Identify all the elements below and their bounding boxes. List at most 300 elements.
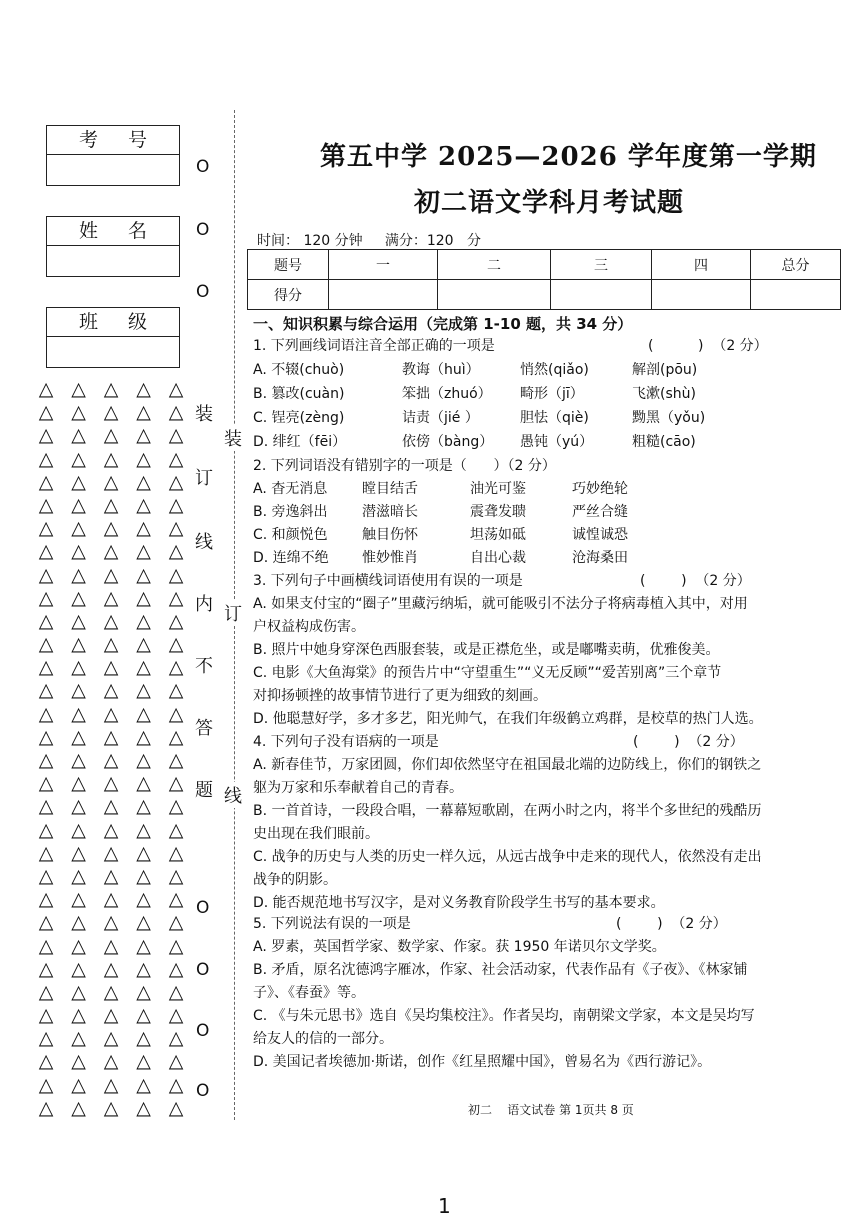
circle-mark: O [196, 157, 210, 177]
score-cell[interactable] [551, 280, 652, 310]
binding-char: 线 [195, 532, 213, 553]
triangle-icon: △ [38, 1050, 54, 1073]
q5-text-line: A. 罗素，英国哲学家、数学家、作家。获 1950 年诺贝尔文学奖。 [253, 939, 666, 955]
exam-meta: 时间： 120 分钟 满分：120 分 [257, 233, 481, 249]
q5-answer-blank[interactable]: ( ) （2 分） [616, 916, 727, 932]
triangle-icon: △ [168, 493, 184, 516]
triangle-icon: △ [136, 702, 151, 725]
triangle-icon: △ [168, 447, 184, 470]
triangle-row [36, 795, 186, 818]
score-header-cell: 题号 [248, 250, 329, 280]
name-label: 姓名 [47, 217, 179, 246]
triangle-icon: △ [38, 540, 54, 563]
triangle-icon: △ [38, 563, 54, 586]
q4-text-line: B. 一首首诗，一段段合唱，一幕幕短歌剧，在两小时之内，将半个多世纪的残酷历 [253, 803, 762, 819]
q2-option-item: 惟妙惟肖 [362, 550, 418, 566]
exam-title-line2: 初二语文学科月考试题 [414, 188, 685, 218]
triangle-row [36, 749, 186, 772]
triangle-icon: △ [38, 1027, 54, 1050]
q1-option-item: 粗糙(cāo) [632, 434, 696, 450]
triangle-icon: △ [103, 725, 119, 748]
triangle-row [36, 726, 186, 749]
q4-text-line: 躯为万家和乐奉献着自己的青春。 [253, 780, 463, 796]
triangle-row [36, 1027, 186, 1050]
triangle-icon: △ [136, 470, 151, 493]
q1-answer-blank[interactable]: ( ) （2 分） [648, 338, 768, 354]
triangle-icon: △ [168, 424, 184, 447]
triangle-icon: △ [38, 795, 54, 818]
triangle-row [36, 494, 186, 517]
q3-answer-blank[interactable]: ( ) （2 分） [640, 573, 751, 589]
exam-number-field[interactable] [47, 155, 179, 185]
q2-stem: 2. 下列词语没有错别字的一项是（ ）（2 分） [253, 458, 556, 474]
triangle-icon: △ [71, 609, 86, 632]
q3-text-line: 户权益构成伤害。 [253, 619, 365, 635]
triangle-icon: △ [71, 818, 86, 841]
triangle-icon: △ [136, 633, 151, 656]
q2-option-item: 瞠目结舌 [362, 481, 418, 497]
triangle-icon: △ [136, 679, 151, 702]
q2-option-item: 油光可鉴 [470, 481, 526, 497]
triangle-icon: △ [103, 772, 119, 795]
triangle-icon: △ [168, 934, 184, 957]
class-field[interactable] [47, 337, 179, 367]
triangle-row [36, 865, 186, 888]
triangle-icon: △ [168, 911, 184, 934]
score-table-header-row [248, 250, 841, 280]
triangle-row [36, 517, 186, 540]
name-box [46, 216, 180, 277]
score-header-cell: 四 [652, 250, 751, 280]
q5-text-line: D. 美国记者埃德加·斯诺，创作《红星照耀中国》，曾易名为《西行游记》。 [253, 1054, 712, 1070]
q4-text-line: A. 新春佳节，万家团圆，你们却依然坚守在祖国最北端的边防线上，你们的钢铁之 [253, 757, 762, 773]
triangle-icon: △ [71, 864, 86, 887]
triangle-icon: △ [168, 1027, 184, 1050]
triangle-icon: △ [71, 957, 86, 980]
triangle-icon: △ [38, 1073, 54, 1096]
circle-mark: O [196, 960, 210, 980]
triangle-icon: △ [71, 1027, 86, 1050]
triangle-row [36, 1050, 186, 1073]
score-header-cell: 二 [438, 250, 551, 280]
triangle-icon: △ [103, 702, 119, 725]
circle-mark: O [196, 898, 210, 918]
triangle-icon: △ [71, 679, 86, 702]
triangle-icon: △ [168, 841, 184, 864]
triangle-icon: △ [136, 772, 151, 795]
triangle-row [36, 401, 186, 424]
triangle-icon: △ [136, 1096, 151, 1119]
triangle-row [36, 703, 186, 726]
class-label: 班级 [47, 308, 179, 337]
q5-text-line: C. 《与朱元思书》选自《吴均集校注》。作者吴均，南朝梁文学家，本文是吴均写 [253, 1008, 755, 1024]
triangle-icon: △ [38, 517, 54, 540]
score-row-label: 得分 [248, 280, 329, 310]
q3-text-line: C. 电影《大鱼海棠》的预告片中“守望重生”“义无反顾”“爱苦别离”三个章节 [253, 665, 722, 681]
q1-option-item: B. 篡改(cuàn) [253, 386, 345, 402]
score-header-cell: 一 [329, 250, 438, 280]
binding-char: 装 [195, 404, 213, 425]
triangle-icon: △ [136, 563, 151, 586]
circle-mark: O [196, 1021, 210, 1041]
q3-text-line: 对抑扬顿挫的故事情节进行了更为细致的刻画。 [253, 688, 547, 704]
triangle-row [36, 679, 186, 702]
q4-text-line: 史出现在我们眼前。 [253, 826, 379, 842]
triangle-icon: △ [103, 749, 119, 771]
score-table-score-row [248, 280, 841, 310]
q1-option-item: 诘责（jié ） [402, 410, 479, 426]
triangle-icon: △ [38, 401, 54, 424]
q1-option-item: D. 绯红（fēi） [253, 434, 347, 450]
exam-number-label: 考号 [47, 126, 179, 155]
binding-char: 答 [195, 718, 213, 739]
triangle-icon: △ [103, 1096, 119, 1119]
triangle-icon: △ [38, 864, 54, 887]
triangle-icon: △ [136, 934, 151, 957]
triangle-icon: △ [38, 702, 54, 725]
q1-stem: 1. 下列画线词语注音全部正确的一项是 [253, 338, 495, 354]
triangle-row [36, 424, 186, 447]
q1-option-item: 飞漱(shù) [632, 386, 696, 402]
triangle-icon: △ [71, 888, 86, 911]
q5-text-line: 给友人的信的一部分。 [253, 1031, 393, 1047]
q1-option-item: 依傍（bàng） [402, 434, 494, 450]
triangle-icon: △ [168, 470, 184, 493]
q5-stem: 5. 下列说法有误的一项是 [253, 916, 411, 932]
triangle-icon: △ [103, 656, 119, 679]
score-header-cell: 总分 [751, 250, 841, 280]
q4-text-line: 战争的阴影。 [253, 872, 337, 888]
triangle-icon: △ [168, 609, 184, 632]
q1-option-item: 悄然(qiǎo) [520, 362, 589, 378]
triangle-icon: △ [103, 424, 119, 447]
q2-option-item: 触目伤怀 [362, 527, 418, 543]
triangle-icon: △ [168, 1050, 184, 1073]
score-cell[interactable] [751, 280, 841, 310]
q2-option-item: A. 杳无消息 [253, 481, 328, 497]
q2-option-item: 严丝合缝 [572, 504, 628, 520]
triangle-icon: △ [103, 447, 119, 470]
triangle-icon: △ [38, 1004, 54, 1027]
name-field[interactable] [47, 246, 179, 276]
triangle-icon: △ [136, 1004, 151, 1027]
triangle-row [36, 935, 186, 958]
triangle-icon: △ [38, 424, 54, 447]
q2-option-item: 潜滋暗长 [362, 504, 418, 520]
triangle-icon: △ [103, 1027, 119, 1050]
triangle-icon: △ [136, 841, 151, 864]
q2-option-item: 震聋发聩 [470, 504, 526, 520]
triangle-icon: △ [71, 1073, 86, 1096]
q4-text-line: D. 能否规范地书写汉字，是对义务教育阶段学生书写的基本要求。 [253, 895, 665, 911]
q2-option-item: D. 连绵不绝 [253, 550, 329, 566]
triangle-icon: △ [103, 864, 119, 887]
triangle-icon: △ [71, 702, 86, 725]
q5-text-line: B. 矛盾，原名沈德鸿字雁冰，作家、社会活动家，代表作品有《子夜》、《林家铺 [253, 962, 748, 978]
q2-option-item: C. 和颜悦色 [253, 527, 328, 543]
triangle-icon: △ [38, 378, 54, 400]
triangle-icon: △ [38, 633, 54, 656]
triangle-icon: △ [136, 424, 151, 447]
score-table [247, 249, 841, 310]
triangle-icon: △ [103, 586, 119, 609]
triangle-icon: △ [38, 586, 54, 609]
q2-option-item: 沧海桑田 [572, 550, 628, 566]
triangle-icon: △ [136, 911, 151, 934]
q1-option-item: C. 锃亮(zèng) [253, 410, 345, 426]
triangle-icon: △ [38, 656, 54, 679]
triangle-icon: △ [38, 470, 54, 493]
binding-char: 订 [195, 468, 213, 489]
triangle-icon: △ [168, 818, 184, 841]
q1-option-item: 解剖(pōu) [632, 362, 698, 378]
triangle-icon: △ [168, 702, 184, 725]
triangle-icon: △ [168, 888, 184, 911]
triangle-icon: △ [71, 934, 86, 957]
triangle-row [36, 842, 186, 865]
triangle-icon: △ [103, 818, 119, 841]
page-footer: 初二 语文试卷 第 1页共 8 页 [468, 1103, 634, 1117]
triangle-icon: △ [168, 517, 184, 540]
triangle-icon: △ [71, 470, 86, 493]
triangle-icon: △ [168, 864, 184, 887]
triangle-icon: △ [71, 1050, 86, 1073]
triangle-icon: △ [136, 1073, 151, 1096]
triangle-icon: △ [71, 772, 86, 795]
q2-option-item: 自出心裁 [470, 550, 526, 566]
triangle-icon: △ [103, 563, 119, 586]
triangle-icon: △ [168, 563, 184, 586]
triangle-icon: △ [103, 401, 119, 424]
exam-title-line1: 第五中学 2025—2026 学年度第一学期 [320, 142, 817, 172]
triangle-icon: △ [103, 679, 119, 702]
triangle-icon: △ [71, 401, 86, 424]
triangle-row [36, 448, 186, 471]
triangle-icon: △ [136, 749, 151, 771]
triangle-icon: △ [103, 841, 119, 864]
q2-option-item: 诚惶诚恐 [572, 527, 628, 543]
triangle-icon: △ [136, 818, 151, 841]
triangle-row [36, 633, 186, 656]
triangle-icon: △ [38, 609, 54, 632]
triangle-row [36, 564, 186, 587]
triangle-icon: △ [38, 980, 54, 1003]
triangle-icon: △ [103, 633, 119, 656]
triangle-icon: △ [38, 934, 54, 957]
triangle-icon: △ [136, 980, 151, 1003]
q2-option-item: 巧妙绝轮 [572, 481, 628, 497]
triangle-icon: △ [168, 540, 184, 563]
circle-mark: O [196, 282, 210, 302]
triangle-row [36, 1004, 186, 1027]
triangle-icon: △ [38, 841, 54, 864]
triangle-icon: △ [168, 401, 184, 424]
triangle-icon: △ [71, 378, 86, 400]
triangle-icon: △ [168, 772, 184, 795]
triangle-icon: △ [168, 633, 184, 656]
triangle-row [36, 958, 186, 981]
q1-option-item: 胆怯（qiè) [520, 410, 589, 426]
triangle-icon: △ [71, 586, 86, 609]
triangle-row [36, 888, 186, 911]
triangle-icon: △ [71, 424, 86, 447]
triangle-icon: △ [38, 679, 54, 702]
q1-option-item: 黝黑（yǒu) [632, 410, 706, 426]
triangle-icon: △ [103, 378, 119, 400]
triangle-row [36, 819, 186, 842]
q4-text-line: C. 战争的历史与人类的历史一样久远，从远古战争中走来的现代人，依然没有走出 [253, 849, 762, 865]
triangle-icon: △ [168, 957, 184, 980]
page-number: 1 [438, 1194, 451, 1218]
triangle-icon: △ [136, 1027, 151, 1050]
triangle-icon: △ [168, 1073, 184, 1096]
triangle-icon: △ [103, 470, 119, 493]
triangle-icon: △ [103, 795, 119, 818]
triangle-icon: △ [136, 401, 151, 424]
triangle-icon: △ [71, 795, 86, 818]
triangle-icon: △ [168, 1096, 184, 1119]
triangle-row [36, 1097, 186, 1120]
triangle-icon: △ [103, 1004, 119, 1027]
triangle-icon: △ [168, 725, 184, 748]
triangle-icon: △ [71, 749, 86, 771]
q3-text-line: D. 他聪慧好学，多才多艺，阳光帅气，在我们年级鹤立鸡群，是校草的热门人选。 [253, 711, 763, 727]
triangle-icon: △ [168, 795, 184, 818]
triangle-icon: △ [71, 517, 86, 540]
triangle-icon: △ [103, 609, 119, 632]
outer-binding-char: 线 [224, 782, 242, 808]
triangle-icon: △ [136, 1050, 151, 1073]
triangle-icon: △ [103, 911, 119, 934]
triangle-icon: △ [71, 633, 86, 656]
triangle-icon: △ [136, 540, 151, 563]
triangle-icon: △ [136, 609, 151, 632]
triangle-icon: △ [38, 818, 54, 841]
triangle-icon: △ [136, 725, 151, 748]
triangle-icon: △ [71, 540, 86, 563]
score-cell[interactable] [329, 280, 438, 310]
triangle-row [36, 981, 186, 1004]
triangle-icon: △ [71, 980, 86, 1003]
triangle-icon: △ [168, 679, 184, 702]
circle-mark: O [196, 220, 210, 240]
q1-option-item: A. 不辍(chuò) [253, 362, 345, 378]
triangle-icon: △ [168, 586, 184, 609]
triangle-icon: △ [38, 725, 54, 748]
circle-mark: O [196, 1081, 210, 1101]
triangle-icon: △ [103, 934, 119, 957]
triangle-row [36, 772, 186, 795]
q1-option-item: 畸形（jī） [520, 386, 584, 402]
triangle-icon: △ [38, 888, 54, 911]
q2-option-item: 坦荡如砥 [470, 527, 526, 543]
q5-text-line: 子》、《春蚕》等。 [253, 985, 365, 1001]
triangle-icon: △ [103, 493, 119, 516]
triangle-icon: △ [38, 957, 54, 980]
triangle-icon: △ [103, 888, 119, 911]
triangle-row [36, 540, 186, 563]
triangle-icon: △ [136, 864, 151, 887]
triangle-icon: △ [71, 656, 86, 679]
q1-option-item: 愚钝（yú） [520, 434, 594, 450]
score-cell[interactable] [652, 280, 751, 310]
triangle-icon: △ [38, 493, 54, 516]
triangle-row [36, 378, 186, 401]
triangle-icon: △ [71, 841, 86, 864]
triangle-icon: △ [71, 725, 86, 748]
triangle-icon: △ [136, 517, 151, 540]
triangle-icon: △ [103, 1050, 119, 1073]
triangle-icon: △ [103, 517, 119, 540]
q3-stem: 3. 下列句子中画横线词语使用有误的一项是 [253, 573, 523, 589]
section-heading: 一、知识积累与综合运用（完成第 1-10 题，共 34 分） [253, 315, 633, 333]
triangle-icon: △ [136, 888, 151, 911]
triangle-icon: △ [103, 540, 119, 563]
triangle-icon: △ [136, 447, 151, 470]
triangle-icon: △ [103, 1073, 119, 1096]
triangle-row [36, 656, 186, 679]
triangle-icon: △ [168, 1004, 184, 1027]
binding-char: 题 [195, 780, 213, 801]
q2-option-item: B. 旁逸斜出 [253, 504, 328, 520]
triangle-icon: △ [38, 447, 54, 470]
triangle-icon: △ [168, 378, 184, 400]
outer-binding-char: 订 [224, 600, 242, 626]
triangle-row [36, 911, 186, 934]
triangle-row [36, 610, 186, 633]
outer-binding-char: 装 [224, 425, 242, 451]
q3-text-line: A. 如果支付宝的“圈子”里藏污纳垢，就可能吸引不法分子将病毒植入其中，对用 [253, 596, 748, 612]
triangle-icon: △ [71, 1004, 86, 1027]
triangle-icon: △ [71, 447, 86, 470]
triangle-icon: △ [103, 957, 119, 980]
triangle-icon: △ [71, 563, 86, 586]
triangle-icon: △ [38, 772, 54, 795]
triangle-icon: △ [136, 378, 151, 400]
score-header-cell: 三 [551, 250, 652, 280]
triangle-seal-grid [36, 378, 186, 1120]
q4-answer-blank[interactable]: ( ) （2 分） [633, 734, 744, 750]
binding-char: 内 [195, 594, 213, 615]
triangle-icon: △ [136, 493, 151, 516]
triangle-icon: △ [168, 656, 184, 679]
triangle-row [36, 587, 186, 610]
triangle-icon: △ [168, 749, 184, 771]
q1-option-item: 笨拙（zhuó） [402, 386, 492, 402]
q3-text-line: B. 照片中她身穿深色西服套装，或是正襟危坐，或是嘟嘴卖萌，优雅俊美。 [253, 642, 720, 658]
triangle-icon: △ [136, 795, 151, 818]
triangle-icon: △ [168, 980, 184, 1003]
q4-stem: 4. 下列句子没有语病的一项是 [253, 734, 439, 750]
exam-number-box [46, 125, 180, 186]
triangle-icon: △ [38, 911, 54, 934]
triangle-row [36, 471, 186, 494]
class-box [46, 307, 180, 368]
binding-char: 不 [195, 656, 213, 677]
score-cell[interactable] [438, 280, 551, 310]
triangle-icon: △ [136, 586, 151, 609]
triangle-icon: △ [136, 957, 151, 980]
triangle-icon: △ [38, 749, 54, 771]
triangle-icon: △ [71, 493, 86, 516]
triangle-row [36, 1074, 186, 1097]
triangle-icon: △ [71, 911, 86, 934]
triangle-icon: △ [103, 980, 119, 1003]
q1-option-item: 教诲（huì） [402, 362, 480, 378]
triangle-icon: △ [71, 1096, 86, 1119]
triangle-icon: △ [136, 656, 151, 679]
triangle-icon: △ [38, 1096, 54, 1119]
